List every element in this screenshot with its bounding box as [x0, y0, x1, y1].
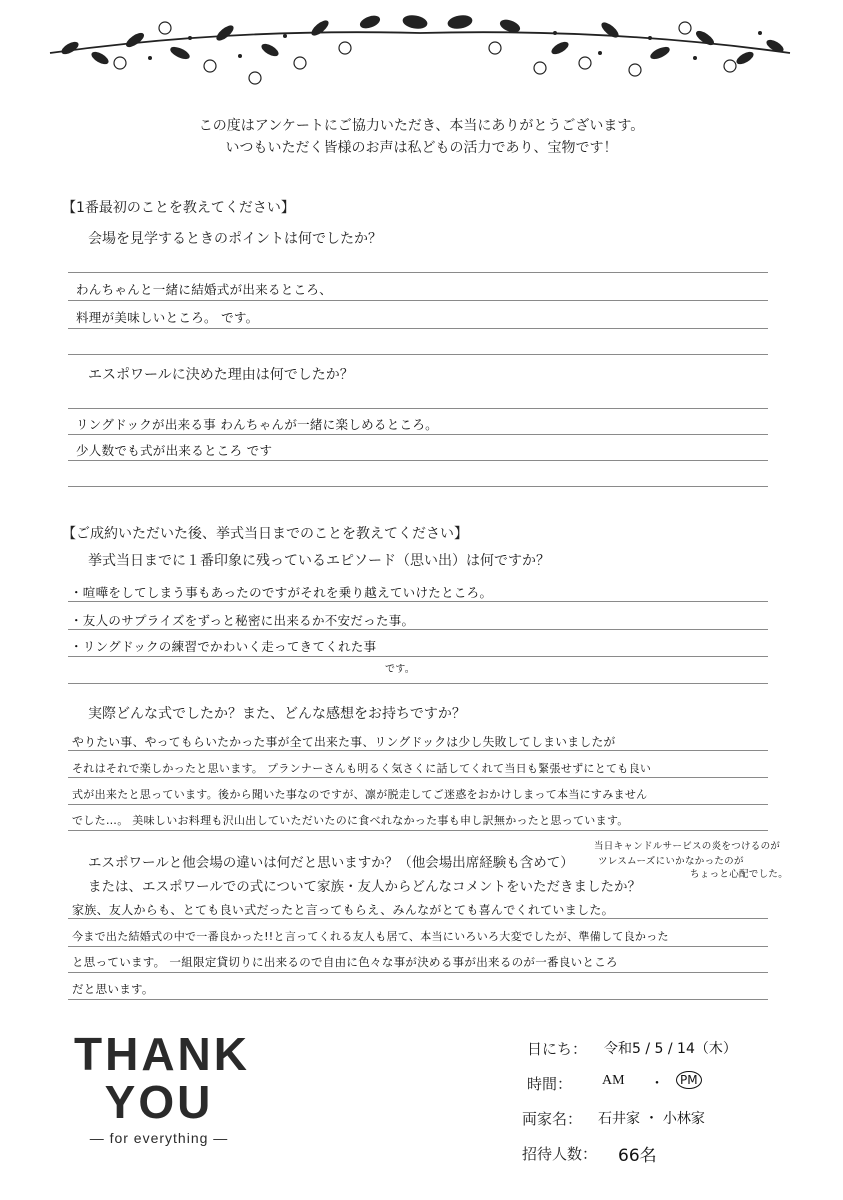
answer-rule — [68, 300, 768, 301]
answer-rule — [68, 601, 768, 602]
handwritten-answer: わんちゃんと一緒に結婚式が出来るところ、 — [76, 282, 333, 297]
handwritten-answer: 今まで出た結婚式の中で一番良かった!!と言ってくれる友人も居て、本当にいろいろ大変でしたが、準備して良かった — [72, 930, 669, 943]
handwritten-answer: だと思います。 — [72, 982, 154, 996]
handwritten-answer: 式が出来たと思っています。後から聞いた事なのですが、凛が脱走してご迷惑をおかけしまって本当にすみません — [72, 788, 648, 801]
time-pm-circled — [676, 1071, 702, 1089]
time-label: 時間： — [527, 1075, 573, 1093]
section-2-title: 【ご成約いただいた後、挙式当日までのことを教えてください】 — [62, 526, 468, 542]
handwritten-answer: リングドックが出来る事 わんちゃんが一緒に楽しめるところ。 — [76, 417, 438, 432]
answer-rule — [68, 408, 768, 409]
section-1-question-1: 会場を見学するときのポイントは何でしたか？ — [88, 231, 382, 247]
handwritten-answer: ・友人のサプライズをずっと秘密に出来るか不安だった事。 — [70, 613, 415, 628]
date-label: 日にち： — [527, 1040, 588, 1058]
intro-line-1: この度はアンケートにご協力いただき、本当にありがとうございます。 — [198, 118, 645, 134]
handwritten-answer: 料理が美味しいところ。 です。 — [76, 310, 259, 325]
answer-rule — [68, 434, 768, 435]
thank-you-logo — [74, 1028, 250, 1146]
section-2-question-1: 挙式当日までに１番印象に残っているエピソード（思い出）は何ですか？ — [88, 553, 550, 569]
section-1-question-2: エスポワールに決めた理由は何でしたか？ — [88, 367, 354, 383]
answer-rule — [68, 486, 768, 487]
you-text: YOU — [104, 1076, 214, 1128]
handwritten-answer: やりたい事、やってもらいたかった事が全て出来た事、リングドックは少し失敗してしまいましたが — [72, 735, 616, 749]
answer-rule — [68, 972, 768, 973]
time-pm: PM — [676, 1071, 702, 1089]
intro-line-2: いつもいただく皆様のお声は私どもの活力であり、宝物です！ — [225, 140, 618, 156]
answer-rule — [68, 460, 768, 461]
botanical-wreath-decoration — [40, 8, 800, 88]
for-everything-text: — for everything — — [89, 1130, 229, 1146]
answer-rule — [68, 656, 768, 657]
date-value: 令和5 / 5 / 14（木） — [604, 1041, 737, 1057]
handwritten-side-note: 当日キャンドルサービスの炎をつけるのが — [594, 841, 781, 852]
handwritten-side-note: ちょっと心配でした。 — [690, 869, 789, 880]
handwritten-answer: ・喧嘩をしてしまう事もあったのですがそれを乗り越えていけたところ。 — [70, 585, 493, 600]
answer-rule — [68, 918, 768, 919]
answer-rule — [68, 999, 768, 1000]
handwritten-answer: です。 — [385, 664, 416, 675]
handwritten-side-note: ツレスムーズにいかなかったのが — [598, 856, 744, 867]
answer-rule — [68, 750, 768, 751]
time-am: AM — [602, 1073, 625, 1088]
families-label: 両家名： — [522, 1110, 583, 1128]
answer-rule — [68, 804, 768, 805]
section-1-title: 【1番最初のことを教えてください】 — [62, 200, 295, 216]
section-2-question-2: 実際どんな式でしたか？また、どんな感想をお持ちですか？ — [88, 706, 466, 722]
answer-rule — [68, 272, 768, 273]
handwritten-answer: 家族、友人からも、とても良い式だったと言ってもらえ、みんながとても喜んでくれていました。 — [72, 903, 614, 917]
answer-rule — [68, 354, 768, 355]
answer-rule — [68, 777, 768, 778]
section-2-question-3-line-1: エスポワールと他会場の違いは何だと思いますか？（他会場出席経験も含めて） — [88, 855, 574, 871]
time-separator: ・ — [650, 1076, 664, 1092]
guests-value: 66名 — [618, 1146, 657, 1166]
families-value: 石井家 ・ 小林家 — [598, 1111, 705, 1127]
answer-rule — [68, 683, 768, 684]
handwritten-answer: と思っています。 一組限定貸切りに出来るので自由に色々な事が決める事が出来るのが一番良いところ — [72, 955, 618, 969]
answer-rule — [68, 328, 768, 329]
section-2-question-3-line-2: または、エスポワールでの式について家族・友人からどんなコメントをいただきましたか？ — [88, 879, 641, 895]
answer-rule — [68, 946, 768, 947]
answer-rule — [68, 830, 768, 831]
guests-label: 招待人数： — [522, 1145, 598, 1163]
answer-rule — [68, 629, 768, 630]
handwritten-answer: 少人数でも式が出来るところ です — [76, 443, 273, 458]
handwritten-answer: でした…。 美味しいお料理も沢山出していただいたのに食べれなかった事も申し訳無かったと思っています。 — [72, 814, 629, 827]
handwritten-answer: ・リングドックの練習でかわいく走ってきてくれた事 — [70, 639, 377, 654]
handwritten-answer: それはそれで楽しかったと思います。 プランナーさんも明るく気さくに話してくれて当日も緊張せずにとても良い — [72, 762, 652, 775]
thank-text: THANK — [74, 1028, 250, 1080]
